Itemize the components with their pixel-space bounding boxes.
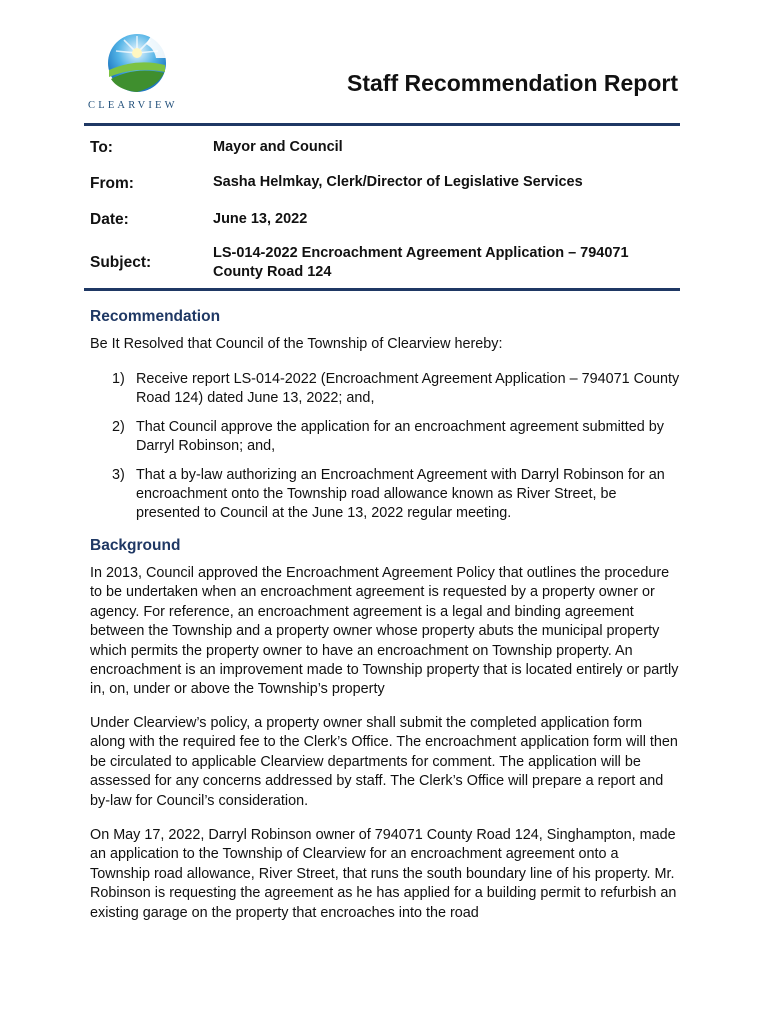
date-value: June 13, 2022 [213, 211, 308, 227]
logo-wordmark: CLEARVIEW [88, 100, 178, 111]
recommendation-heading: Recommendation [90, 308, 221, 325]
date-label: Date: [90, 211, 129, 228]
list-item [90, 370, 680, 409]
list-item-number: 2) [112, 418, 125, 435]
subject-label: Subject: [90, 254, 152, 271]
from-label: From: [90, 175, 134, 192]
from-value: Sasha Helmkay, Clerk/Director of Legislative Services [213, 174, 583, 190]
recommendation-intro: Be It Resolved that Council of the Township of Clearview hereby: [90, 336, 503, 352]
list-item-number: 3) [112, 466, 125, 483]
header-top-rule [84, 123, 680, 126]
recommendation-list [90, 370, 680, 533]
background-heading: Background [90, 537, 181, 554]
clearview-logo [86, 30, 186, 116]
list-item-text: That a by-law authorizing an Encroachment Agreement with Darryl Robinson for an encroachment onto the Township road allowance known as River Street, be presented to Council at the June 13, 2022 regular meeting. [136, 466, 665, 522]
list-item-text: That Council approve the application for an encroachment agreement submitted by Darryl Robinson; and, [136, 418, 664, 455]
header-bottom-rule [84, 288, 680, 291]
subject-value-line2: County Road 124 [213, 264, 332, 280]
list-item-text: Receive report LS-014-2022 (Encroachment Agreement Application – 794071 County Road 124) dated June 13, 2022; and, [136, 371, 680, 407]
clearview-sun-field-icon [106, 32, 168, 94]
to-value: Mayor and Council [213, 139, 343, 155]
to-label: To: [90, 139, 113, 156]
background-paragraph: On May 17, 2022, Darryl Robinson owner of 794071 County Road 124, Singhampton, made an application to the Township of Clearview for an encroachment agreement onto a Township road allowance, River Street, that runs the south boundary line of his property. Mr. Robinson is requesting the agreement as he has applied for a building permit to refurbish an existing garage on the property that encroaches into the road [90, 827, 677, 921]
list-item-number: 1) [112, 371, 125, 387]
list-item [90, 466, 680, 524]
list-item [90, 418, 680, 457]
background-paragraph: In 2013, Council approved the Encroachment Agreement Policy that outlines the procedure to be undertaken when an encroachment agreement is requested by a property owner or agency. For reference, an encroachment agreement is a legal and binding agreement between the Township and a property owner whose property abuts the municipal property which permits the property owner to have an encroachment on Township property. An encroachment is an improvement made to Township property that is located entirely or partly in, on, under or above the Township’s property [90, 565, 679, 698]
report-title: Staff Recommendation Report [347, 70, 678, 96]
background-paragraph: Under Clearview’s policy, a property owner shall submit the completed application form along with the required fee to the Clerk’s Office. The encroachment application form will then be circulated to applicable Clearview departments for comment. The application will be assessed for any concerns addressed by staff. The Clerk’s Office will prepare a report and by-law for Council’s consideration. [90, 715, 678, 809]
subject-value-line1: LS-014-2022 Encroachment Agreement Application – 794071 [213, 245, 629, 261]
